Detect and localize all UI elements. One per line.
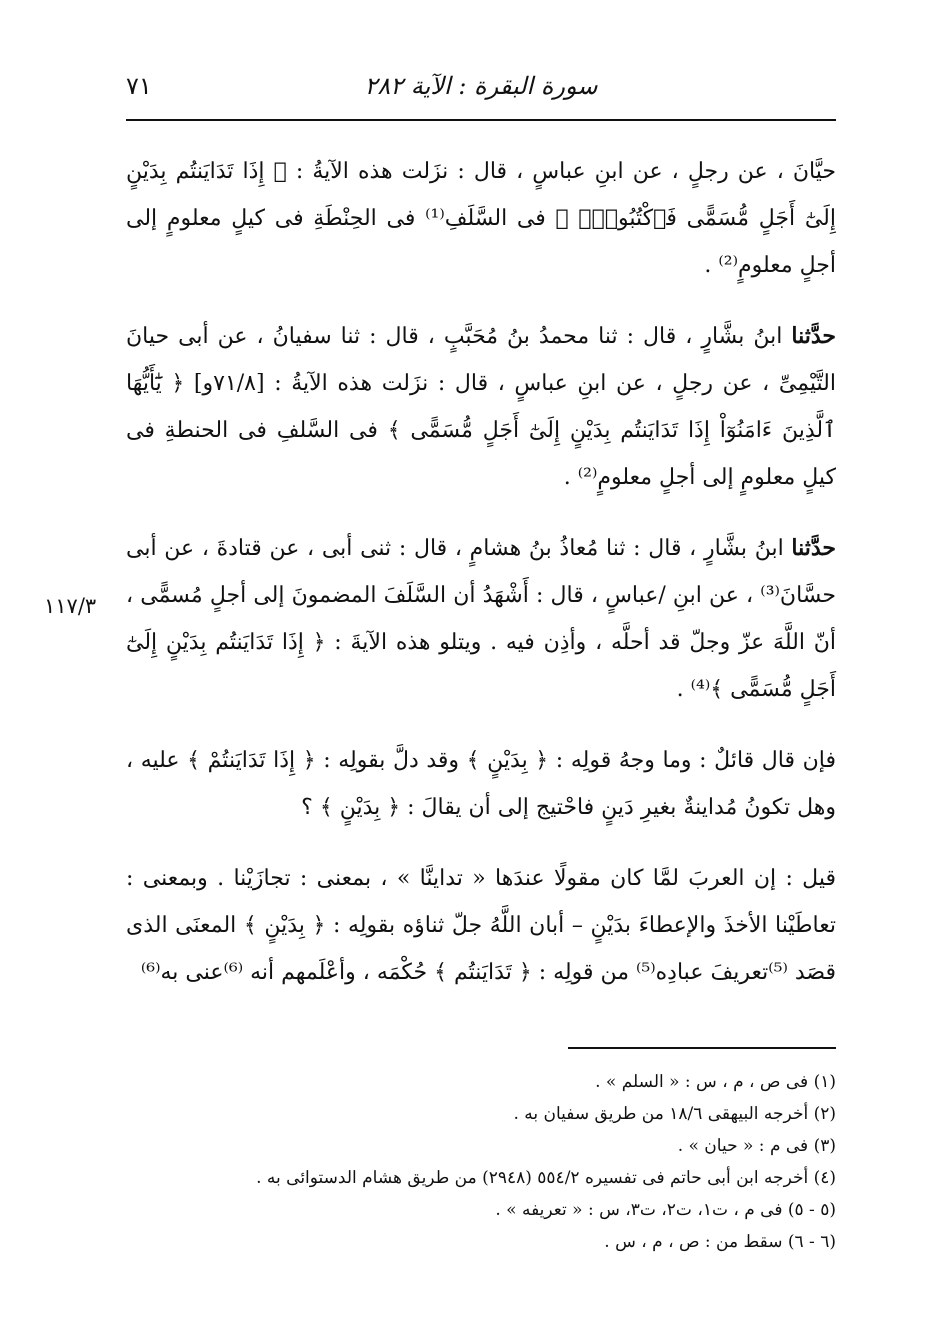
header-rule — [126, 119, 836, 121]
paragraph-lead: حدَّثنا — [791, 535, 836, 561]
page-number: ٧١ — [126, 72, 152, 100]
paragraph — [126, 313, 836, 501]
paragraph — [126, 737, 836, 831]
footnote: (٥ - ٥) فى م ، ت١، ت٢، ت٣، س : « تعريفه » . — [495, 1200, 836, 1220]
paragraph — [126, 148, 836, 289]
footnote: (١) فى ص ، م ، س : « السلم » . — [595, 1072, 836, 1092]
paragraph — [126, 525, 836, 713]
footnote-rule — [568, 1047, 836, 1049]
paragraph-text: حيَّانَ ، عن رجلٍ ، عن ابنِ عباسٍ ، قال : نزَلت هذه الآيةُ : ﴿ إِذَا تَدَايَنتُم بِدَيْنٍ إِلَىٰٓ أَجَلٍ مُّسَمًّى فَٱكْتُبُوهُۚ ﴾ فى السَّلَفِ⁽¹⁾ فى الحِنْطَةِ فى كيلٍ معلومٍ إلى أجلٍ معلومٍ⁽²⁾ . — [126, 159, 836, 278]
footnote: (٤) أخرجه ابن أبى حاتم فى تفسيره ٥٥٤/٢ (٢٩٤٨) من طريق هشام الدستوائى به . — [256, 1168, 836, 1188]
footnotes — [126, 1066, 836, 1258]
margin-reference: ١١٧/٣ — [44, 594, 97, 618]
paragraph — [126, 855, 836, 996]
paragraph-lead: حدَّثنا — [791, 323, 836, 349]
main-text — [126, 148, 836, 1020]
page-header — [126, 68, 836, 108]
footnote: (٦ - ٦) سقط من : ص ، م ، س . — [604, 1232, 836, 1252]
paragraph-text: ابنُ بشَّارٍ ، قال : ثنا مُعاذُ بنُ هشامٍ ، قال : ثنى أبى ، عن قتادةَ ، عن أبى حسَّانَ⁽³⁾ ، عن ابنِ /عباسٍ ، قال : أَشْهَدُ أن السَّلَفَ المضمونَ إلى أجلٍ مُسمًّى ، أنّ اللَّهَ عزّ وجلّ قد أحلَّه ، وأذِن فيه . ويتلو هذه الآيةَ : ﴿ إِذَا تَدَايَنتُم بِدَيْنٍ إِلَىٰٓ أَجَلٍ مُّسَمًّى ﴾⁽⁴⁾ . — [126, 536, 837, 702]
paragraph-text: قيل : إن العربَ لمَّا كان مقولًا عندَها « تداينَّا » ، بمعنى : تجازَيْنا . وبمعنى : تعاطَيْنا الأخذَ والإعطاءَ بدَيْنٍ – أبان اللَّهُ جلّ ثناؤه بقولِه : ﴿ بِدَيْنٍ ﴾ المعنَى الذى قصَد ⁽⁵⁾تعريفَ عبادِه⁽⁵⁾ من قولِه : ﴿ تَدَايَنتُم ﴾ حُكْمَه ، وأعْلَمهم أنه ⁽⁶⁾عنى به⁽⁶⁾ — [126, 866, 836, 985]
paragraph-text: فإن قال قائلٌ : وما وجهُ قولِه : ﴿ بِدَيْنٍ ﴾ وقد دلَّ بقولِه : ﴿ إِذَا تَدَايَنتُمْ ﴾ عليه ، وهل تكونُ مُداينةٌ بغيرِ دَينٍ فاحْتيج إلى أن يقالَ : ﴿ بِدَيْنٍ ﴾ ؟ — [126, 748, 836, 820]
footnote: (٢) أخرجه البيهقى ١٨/٦ من طريق سفيان به . — [513, 1104, 836, 1124]
footnote: (٣) فى م : « حيان » . — [677, 1136, 836, 1156]
paragraph-text: ابنُ بشَّارٍ ، قال : ثنا محمدُ بنُ مُحَبَّبٍ ، قال : ثنا سفيانُ ، عن أبى حيانَ التَّيْمِىِّ ، عن رجلٍ ، عن ابنِ عباسٍ ، قال : نزَلت هذه الآيةُ : [٧١/٨و] ﴿ يَٰٓأَيُّهَا ٱلَّذِينَ ءَامَنُوٓاْ إِذَا تَدَايَنتُم بِدَيْنٍ إِلَىٰٓ أَجَلٍ مُّسَمًّى ﴾ فى السَّلفِ فى الحنطةِ فى كيلٍ معلومٍ إلى أجلٍ معلومٍ⁽²⁾ . — [126, 324, 836, 490]
running-title: سورة البقرة : الآية ٢٨٢ — [364, 72, 598, 100]
